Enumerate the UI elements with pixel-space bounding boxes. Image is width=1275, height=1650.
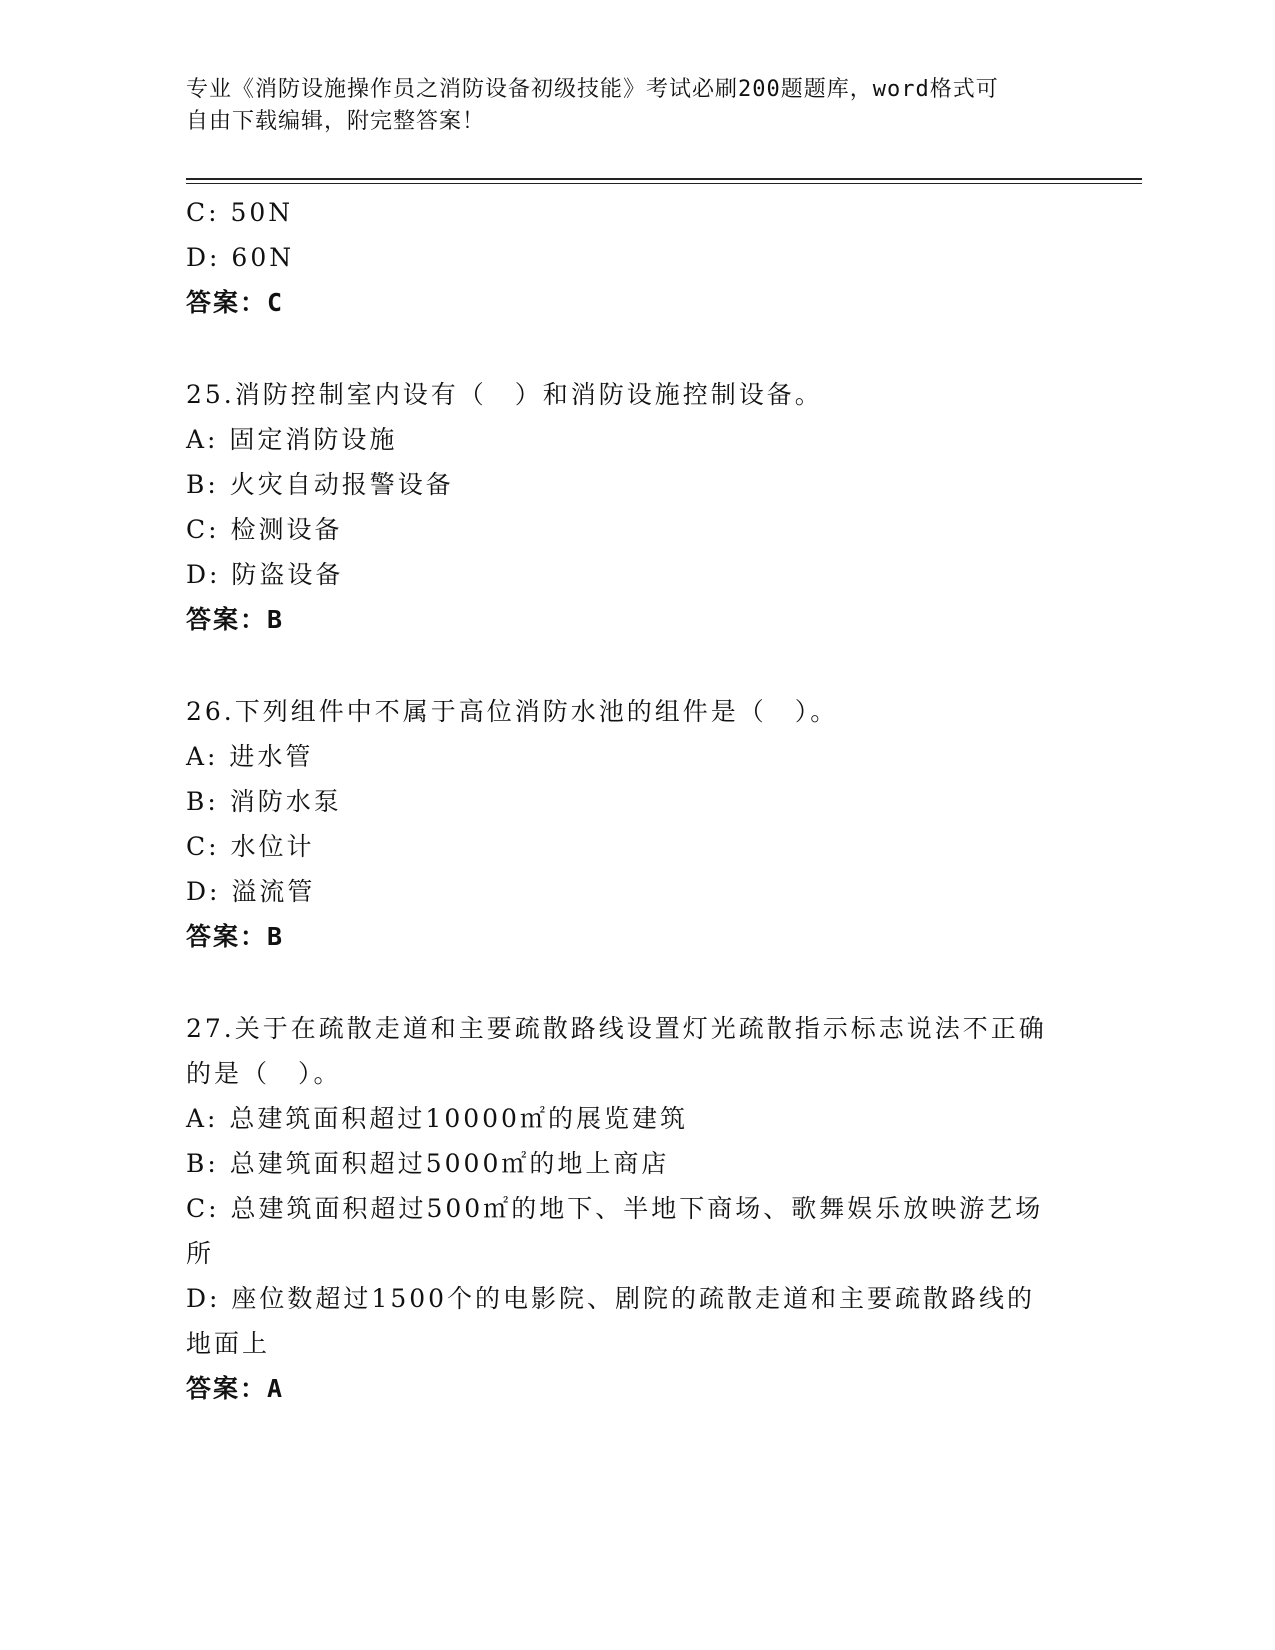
question-25 xyxy=(186,372,1066,642)
option-c-line-1: C: 总建筑面积超过500㎡的地下、半地下商场、歌舞娱乐放映游艺场 xyxy=(186,1194,1044,1223)
option-c: C: 检测设备 xyxy=(186,515,343,544)
option-a: A: 总建筑面积超过10000㎡的展览建筑 xyxy=(186,1104,688,1133)
answer-line: 答案：C xyxy=(186,288,285,317)
question-24-continued xyxy=(186,190,1066,325)
option-d-line-1: D: 座位数超过1500个的电影院、剧院的疏散走道和主要疏散路线的 xyxy=(186,1284,1036,1313)
option-c: C: 50N xyxy=(186,198,294,227)
answer-line: 答案：A xyxy=(186,1374,285,1403)
option-a: A: 进水管 xyxy=(186,742,314,771)
question-27 xyxy=(186,1006,1066,1411)
header-line-1: 专业《消防设施操作员之消防设备初级技能》考试必刷200题题库，word格式可 xyxy=(186,77,999,102)
option-a: A: 固定消防设施 xyxy=(186,425,398,454)
option-b: B: 消防水泵 xyxy=(186,787,342,816)
page-header xyxy=(186,74,1066,138)
question-stem-line-2: 的是（ ）。 xyxy=(186,1059,342,1088)
option-c: C: 水位计 xyxy=(186,832,315,861)
question-list xyxy=(186,190,1066,1411)
option-b: B: 火灾自动报警设备 xyxy=(186,470,454,499)
option-c-line-2: 所 xyxy=(186,1239,215,1268)
option-d: D: 防盗设备 xyxy=(186,560,344,589)
header-line-2: 自由下载编辑，附完整答案！ xyxy=(186,109,486,134)
option-b: B: 总建筑面积超过5000㎡的地上商店 xyxy=(186,1149,670,1178)
question-stem: 25.消防控制室内设有（ ）和消防设施控制设备。 xyxy=(186,380,823,409)
question-26 xyxy=(186,689,1066,959)
question-stem: 26.下列组件中不属于高位消防水池的组件是（ ）。 xyxy=(186,697,839,726)
option-d: D: 溢流管 xyxy=(186,877,316,906)
header-divider-top xyxy=(186,178,1142,180)
option-d: D: 60N xyxy=(186,243,295,272)
header-divider-bottom xyxy=(186,183,1142,184)
answer-line: 答案：B xyxy=(186,605,285,634)
question-stem-line-1: 27.关于在疏散走道和主要疏散路线设置灯光疏散指示标志说法不正确 xyxy=(186,1014,1047,1043)
option-d-line-2: 地面上 xyxy=(186,1329,271,1358)
answer-line: 答案：B xyxy=(186,922,285,951)
